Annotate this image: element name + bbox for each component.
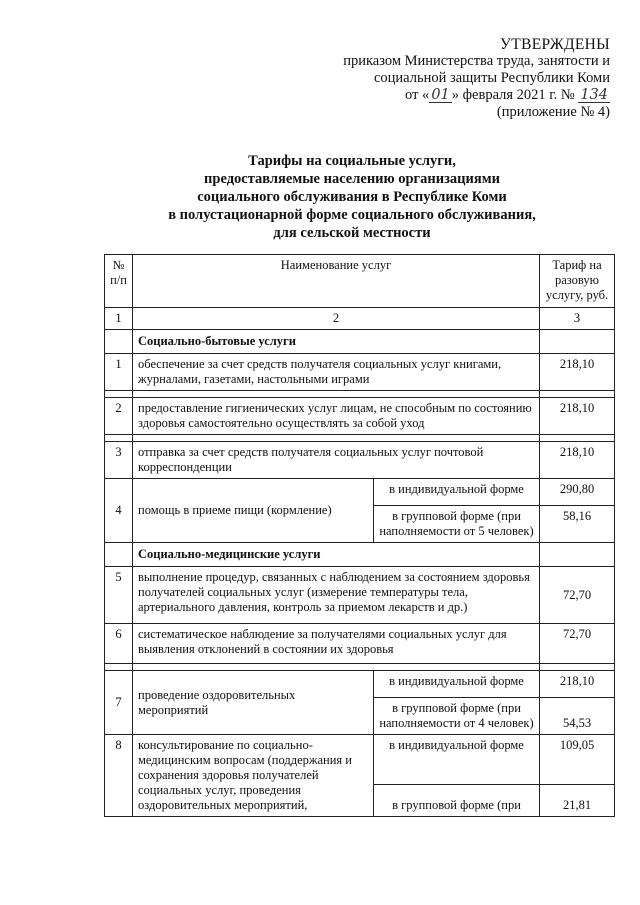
- row-name: помощь в приеме пищи (кормление): [133, 479, 374, 543]
- row-num: 6: [105, 624, 133, 664]
- handwritten-order-number: 134: [580, 87, 608, 103]
- tariff-table: [104, 254, 615, 817]
- title-line-2: предоставляемые населению организациями: [204, 171, 500, 187]
- row-name: консультирование по социально-медицинским вопросам (поддержания и сохранения здоровья получателей социальных услуг, проведения оздоровительных мероприятий,: [133, 735, 374, 817]
- table-row: [105, 567, 615, 624]
- row-subform-group: в групповой форме (при: [374, 784, 540, 816]
- table-row: [105, 442, 615, 479]
- table-row: [105, 354, 615, 391]
- row-name: отправка за счет средств получателя социальных услуг почтовой корреспонденции: [133, 442, 540, 479]
- table-row: [105, 671, 615, 698]
- approval-heading: УТВЕРЖДЕНЫ: [500, 36, 610, 53]
- section-title-social-medical: Социально-медицинские услуги: [133, 543, 540, 567]
- row-subform-individual: в индивидуальной форме: [374, 671, 540, 698]
- row-value: 72,70: [540, 567, 615, 624]
- row-value: 218,10: [540, 354, 615, 391]
- colnum-3: 3: [540, 308, 615, 330]
- row-value-group: 54,53: [540, 698, 615, 735]
- row-value-individual: 218,10: [540, 671, 615, 698]
- column-number-row: [105, 308, 615, 330]
- row-num: 1: [105, 354, 133, 391]
- approval-line-2: социальной защиты Республики Коми: [373, 70, 610, 86]
- colnum-2: 2: [133, 308, 540, 330]
- row-value-individual: 109,05: [540, 735, 615, 785]
- row-value-group: 21,81: [540, 784, 615, 816]
- table-header-row: [105, 255, 615, 308]
- row-subform-group: в групповой форме (при наполняемости от 4 человек): [374, 698, 540, 735]
- row-value-group: 58,16: [540, 506, 615, 543]
- row-gap: [105, 391, 615, 398]
- row-name: проведение оздоровительных мероприятий: [133, 671, 374, 735]
- row-name: выполнение процедур, связанных с наблюдением за состоянием здоровья получателей социальных услуг (измерение температуры тела, артериального давления, контроль за приемом лекарств и др.): [133, 567, 540, 624]
- row-num: 2: [105, 398, 133, 435]
- approval-appendix: (приложение № 4): [496, 104, 610, 120]
- header-tariff: Тариф на разовую услугу, руб.: [540, 255, 615, 308]
- title-line-5: для сельской местности: [273, 225, 431, 241]
- row-name: обеспечение за счет средств получателя социальных услуг книгами, журналами, газетами, настольными играми: [133, 354, 540, 391]
- title-line-1: Тарифы на социальные услуги,: [248, 153, 456, 169]
- row-value: 72,70: [540, 624, 615, 664]
- row-name: предоставление гигиенических услуг лицам, не способным по состоянию здоровья самостоятельно осуществлять за собой уход: [133, 398, 540, 435]
- row-gap: [105, 435, 615, 442]
- row-num: 4: [105, 479, 133, 543]
- row-value: 218,10: [540, 442, 615, 479]
- section-row: [105, 330, 615, 354]
- section-row: [105, 543, 615, 567]
- table-row: [105, 735, 615, 785]
- row-subform-individual: в индивидуальной форме: [374, 735, 540, 785]
- approval-date-line: [280, 87, 610, 104]
- approval-block: [280, 36, 610, 121]
- colnum-1: 1: [105, 308, 133, 330]
- row-num: 8: [105, 735, 133, 817]
- row-subform-group: в групповой форме (при наполняемости от 5 человек): [374, 506, 540, 543]
- approval-line-1: приказом Министерства труда, занятости и: [343, 53, 610, 69]
- title-line-4: в полустационарной форме социального обслуживания,: [168, 207, 536, 223]
- date-middle: » февраля 2021 г. №: [451, 87, 575, 103]
- row-subform-individual: в индивидуальной форме: [374, 479, 540, 506]
- row-num: 3: [105, 442, 133, 479]
- row-value: 218,10: [540, 398, 615, 435]
- section-title-social-household: Социально-бытовые услуги: [133, 330, 540, 354]
- table-row: [105, 624, 615, 664]
- table-row: [105, 398, 615, 435]
- row-name: систематическое наблюдение за получателями социальных услуг для выявления отклонений в состоянии их здоровья: [133, 624, 540, 664]
- document-title: [0, 152, 640, 242]
- row-value-individual: 290,80: [540, 479, 615, 506]
- title-line-3: социального обслуживания в Республике Коми: [197, 189, 507, 205]
- row-gap: [105, 664, 615, 671]
- row-num: 7: [105, 671, 133, 735]
- table-row: [105, 479, 615, 506]
- row-num: 5: [105, 567, 133, 624]
- header-name: Наименование услуг: [133, 255, 540, 308]
- header-num: № п/п: [105, 255, 133, 308]
- date-prefix: от «: [405, 87, 430, 103]
- handwritten-day: 01: [431, 87, 450, 103]
